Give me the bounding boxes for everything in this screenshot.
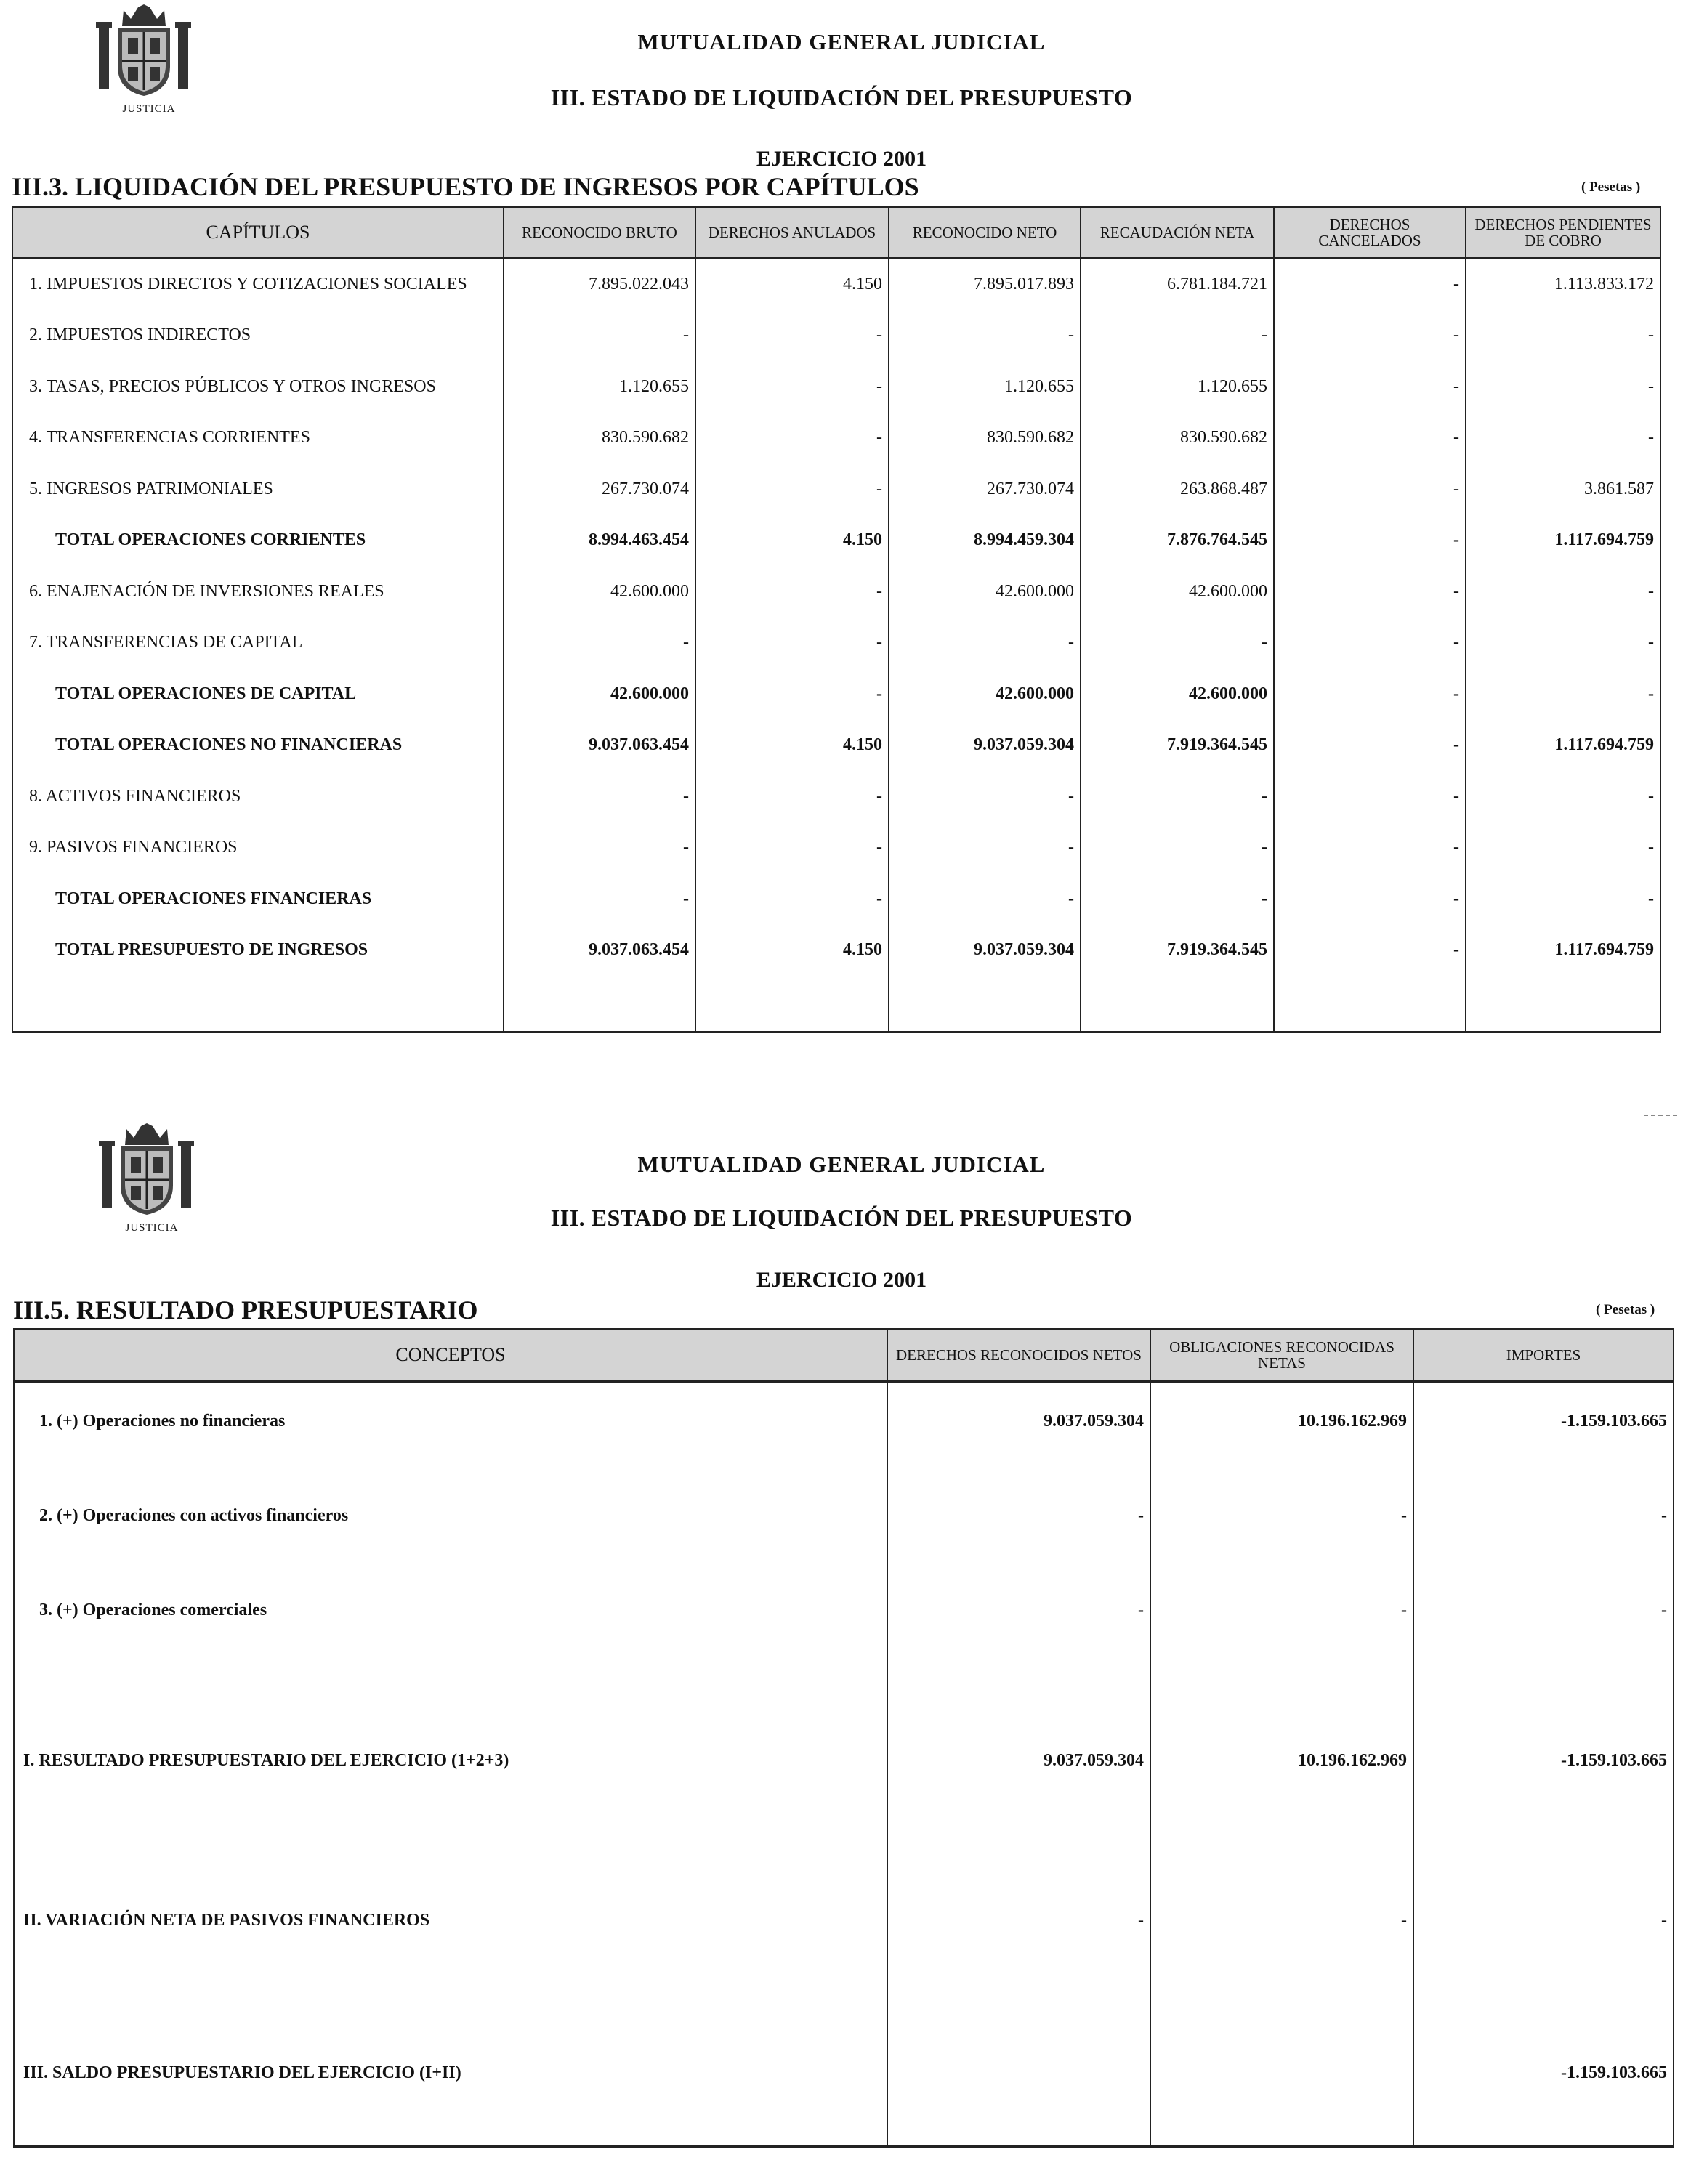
- empty-cell: [695, 976, 889, 1032]
- row-value: -: [1081, 310, 1274, 362]
- header-derechos-cancelados: DERECHOS CANCELADOS: [1274, 207, 1466, 258]
- row-value: 42.600.000: [504, 668, 695, 720]
- table-row: [12, 310, 1660, 362]
- row-value: 1.113.833.172: [1466, 258, 1660, 310]
- row-value: 267.730.074: [504, 464, 695, 515]
- row-value: -: [504, 822, 695, 874]
- empty-cell: [1274, 976, 1466, 1032]
- empty-cell: [1466, 976, 1660, 1032]
- table-row: [14, 1681, 1674, 1840]
- table-row: [12, 925, 1660, 976]
- header-pendientes-cobro: DERECHOS PENDIENTES DE COBRO: [1466, 207, 1660, 258]
- report-subtitle: III. ESTADO DE LIQUIDACIÓN DEL PRESUPUESTO: [550, 84, 1133, 110]
- table-row: [12, 258, 1660, 310]
- row-label: 5. INGRESOS PATRIMONIALES: [12, 464, 504, 515]
- row-value: -: [1150, 1586, 1413, 1681]
- row-value: -: [1466, 361, 1660, 413]
- row-value: -: [695, 464, 889, 515]
- row-value: -: [1466, 566, 1660, 618]
- row-label: 9. PASIVOS FINANCIEROS: [12, 822, 504, 874]
- row-label: 2. IMPUESTOS INDIRECTOS: [12, 310, 504, 362]
- row-value: -: [1466, 310, 1660, 362]
- row-value: -: [1274, 618, 1466, 669]
- row-value: 42.600.000: [889, 566, 1081, 618]
- header-conceptos: CONCEPTOS: [14, 1329, 887, 1382]
- row-value: 830.590.682: [504, 413, 695, 464]
- header-reconocido-bruto: RECONOCIDO BRUTO: [504, 207, 695, 258]
- empty-cell: [889, 976, 1081, 1032]
- row-value: 8.994.459.304: [889, 515, 1081, 567]
- row-value: 10.196.162.969: [1150, 1382, 1413, 1492]
- empty-cell: [1081, 976, 1274, 1032]
- row-value: 1.117.694.759: [1466, 515, 1660, 567]
- row-value: -1.159.103.665: [1413, 1681, 1674, 1840]
- row-value: 7.895.017.893: [889, 258, 1081, 310]
- row-label: TOTAL OPERACIONES DE CAPITAL: [12, 668, 504, 720]
- row-value: -: [1081, 771, 1274, 822]
- row-value: 9.037.063.454: [504, 720, 695, 772]
- header-derechos-reconocidos: DERECHOS RECONOCIDOS NETOS: [887, 1329, 1150, 1382]
- row-value: 7.895.022.043: [504, 258, 695, 310]
- report-subtitle: III. ESTADO DE LIQUIDACIÓN DEL PRESUPUESTO: [550, 1205, 1133, 1231]
- table-row: [14, 1840, 1674, 2000]
- row-value: -: [504, 873, 695, 925]
- row-value: -: [889, 771, 1081, 822]
- row-value: -: [889, 822, 1081, 874]
- row-value: -: [1081, 822, 1274, 874]
- row-label: III. SALDO PRESUPUESTARIO DEL EJERCICIO (I+II): [14, 2000, 887, 2147]
- empty-cell: [504, 976, 695, 1032]
- row-value: 9.037.059.304: [889, 925, 1081, 976]
- row-value: -: [1274, 925, 1466, 976]
- scan-mark: [1644, 1115, 1677, 1119]
- row-label: TOTAL OPERACIONES FINANCIERAS: [12, 873, 504, 925]
- row-value: 7.919.364.545: [1081, 720, 1274, 772]
- table-row: [12, 720, 1660, 772]
- header-reconocido-neto: RECONOCIDO NETO: [889, 207, 1081, 258]
- row-value: -: [1466, 771, 1660, 822]
- row-value: 8.994.463.454: [504, 515, 695, 567]
- row-value: 4.150: [695, 258, 889, 310]
- crest-label: JUSTICIA: [122, 103, 176, 115]
- row-label: TOTAL OPERACIONES CORRIENTES: [12, 515, 504, 567]
- row-value: -: [1274, 771, 1466, 822]
- row-value: 4.150: [695, 515, 889, 567]
- row-value: -: [887, 1840, 1150, 2000]
- row-label: II. VARIACIÓN NETA DE PASIVOS FINANCIEROS: [14, 1840, 887, 2000]
- row-label: 3. (+) Operaciones comerciales: [14, 1586, 887, 1681]
- row-value: 42.600.000: [1081, 668, 1274, 720]
- row-label: 4. TRANSFERENCIAS CORRIENTES: [12, 413, 504, 464]
- row-value: 42.600.000: [1081, 566, 1274, 618]
- row-value: -: [695, 822, 889, 874]
- row-value: -: [695, 873, 889, 925]
- row-value: -: [504, 771, 695, 822]
- row-value: 7.876.764.545: [1081, 515, 1274, 567]
- row-value: -: [504, 310, 695, 362]
- section-title: III.3. LIQUIDACIÓN DEL PRESUPUESTO DE INGRESOS POR CAPÍTULOS: [12, 172, 919, 201]
- organization-title: MUTUALIDAD GENERAL JUDICIAL: [637, 29, 1046, 54]
- row-value: 7.919.364.545: [1081, 925, 1274, 976]
- row-value: -: [1081, 873, 1274, 925]
- row-value: -: [695, 566, 889, 618]
- row-value: 267.730.074: [889, 464, 1081, 515]
- table-row: [12, 361, 1660, 413]
- table-row: [14, 1492, 1674, 1586]
- row-value: -: [504, 618, 695, 669]
- row-value: -: [1274, 822, 1466, 874]
- row-value: -: [1466, 618, 1660, 669]
- header-obligaciones-reconocidas: OBLIGACIONES RECONOCIDAS NETAS: [1150, 1329, 1413, 1382]
- income-budget-table: [12, 206, 1661, 1033]
- table-row: [12, 464, 1660, 515]
- row-label: TOTAL OPERACIONES NO FINANCIERAS: [12, 720, 504, 772]
- row-value: 830.590.682: [889, 413, 1081, 464]
- row-value: -: [889, 873, 1081, 925]
- row-label: 8. ACTIVOS FINANCIEROS: [12, 771, 504, 822]
- row-value: 9.037.063.454: [504, 925, 695, 976]
- row-value: -: [695, 413, 889, 464]
- table-row: [12, 618, 1660, 669]
- row-value: -: [1466, 822, 1660, 874]
- row-value: -: [1274, 413, 1466, 464]
- empty-cell: [12, 976, 504, 1032]
- budget-result-table: [13, 1328, 1674, 2148]
- row-value: 1.120.655: [504, 361, 695, 413]
- row-value: -: [1466, 413, 1660, 464]
- table-row: [12, 413, 1660, 464]
- row-value: -: [1413, 1586, 1674, 1681]
- row-value: 830.590.682: [1081, 413, 1274, 464]
- row-value: -: [1274, 566, 1466, 618]
- table-row: [14, 1586, 1674, 1681]
- row-value: -: [889, 310, 1081, 362]
- row-value: -: [1274, 258, 1466, 310]
- header-capitulos: CAPÍTULOS: [12, 207, 504, 258]
- row-value: -: [1274, 668, 1466, 720]
- row-value: -: [695, 618, 889, 669]
- table-filler-row: [12, 976, 1660, 1032]
- row-value: -: [1274, 464, 1466, 515]
- row-value: -: [1274, 873, 1466, 925]
- row-value: -1.159.103.665: [1413, 1382, 1674, 1492]
- row-value: -: [889, 618, 1081, 669]
- row-value: 4.150: [695, 720, 889, 772]
- row-value: -1.159.103.665: [1413, 2000, 1674, 2147]
- row-value: -: [695, 361, 889, 413]
- row-value: -: [1274, 310, 1466, 362]
- row-value: 1.117.694.759: [1466, 925, 1660, 976]
- row-value: 42.600.000: [504, 566, 695, 618]
- row-value: -: [1413, 1840, 1674, 2000]
- table-row: [12, 515, 1660, 567]
- table-row: [12, 566, 1660, 618]
- row-value: [887, 2000, 1150, 2147]
- crest-label: JUSTICIA: [125, 1222, 179, 1234]
- currency-unit: ( Pesetas ): [1596, 1302, 1655, 1317]
- table-header-row: [14, 1329, 1674, 1382]
- table-row: [12, 771, 1660, 822]
- row-label: 3. TASAS, PRECIOS PÚBLICOS Y OTROS INGRESOS: [12, 361, 504, 413]
- table-row: [14, 1382, 1674, 1492]
- header-importes: IMPORTES: [1413, 1329, 1674, 1382]
- row-value: 1.117.694.759: [1466, 720, 1660, 772]
- row-value: 3.861.587: [1466, 464, 1660, 515]
- row-value: [1150, 2000, 1413, 2147]
- row-value: 1.120.655: [889, 361, 1081, 413]
- row-value: -: [1150, 1840, 1413, 2000]
- row-value: -: [1274, 515, 1466, 567]
- row-label: 6. ENAJENACIÓN DE INVERSIONES REALES: [12, 566, 504, 618]
- header-recaudacion-neta: RECAUDACIÓN NETA: [1081, 207, 1274, 258]
- row-label: 1. (+) Operaciones no financieras: [14, 1382, 887, 1492]
- row-value: 9.037.059.304: [889, 720, 1081, 772]
- table-header-row: [12, 207, 1660, 258]
- organization-title: MUTUALIDAD GENERAL JUDICIAL: [637, 1152, 1046, 1177]
- row-value: -: [1081, 618, 1274, 669]
- row-value: -: [695, 668, 889, 720]
- fiscal-year: EJERCICIO 2001: [756, 1268, 927, 1292]
- row-value: -: [1274, 720, 1466, 772]
- row-value: -: [1274, 361, 1466, 413]
- row-value: -: [695, 310, 889, 362]
- section-title: III.5. RESULTADO PRESUPUESTARIO: [13, 1295, 478, 1324]
- table-row: [12, 873, 1660, 925]
- row-value: 10.196.162.969: [1150, 1681, 1413, 1840]
- row-value: -: [1150, 1492, 1413, 1586]
- table-row: [12, 822, 1660, 874]
- row-label: 7. TRANSFERENCIAS DE CAPITAL: [12, 618, 504, 669]
- row-value: 4.150: [695, 925, 889, 976]
- currency-unit: ( Pesetas ): [1581, 179, 1641, 195]
- row-value: 6.781.184.721: [1081, 258, 1274, 310]
- row-label: 1. IMPUESTOS DIRECTOS Y COTIZACIONES SOCIALES: [12, 258, 504, 310]
- row-label: 2. (+) Operaciones con activos financieros: [14, 1492, 887, 1586]
- table-row: [12, 668, 1660, 720]
- table-row: [14, 2000, 1674, 2147]
- row-label: TOTAL PRESUPUESTO DE INGRESOS: [12, 925, 504, 976]
- row-value: 42.600.000: [889, 668, 1081, 720]
- row-value: -: [887, 1492, 1150, 1586]
- row-value: -: [1413, 1492, 1674, 1586]
- row-value: 9.037.059.304: [887, 1681, 1150, 1840]
- row-value: -: [1466, 873, 1660, 925]
- row-value: 263.868.487: [1081, 464, 1274, 515]
- row-value: -: [887, 1586, 1150, 1681]
- row-value: -: [1466, 668, 1660, 720]
- row-value: 9.037.059.304: [887, 1382, 1150, 1492]
- row-label: I. RESULTADO PRESUPUESTARIO DEL EJERCICIO (1+2+3): [14, 1681, 887, 1840]
- header-derechos-anulados: DERECHOS ANULADOS: [695, 207, 889, 258]
- row-value: -: [695, 771, 889, 822]
- fiscal-year: EJERCICIO 2001: [756, 147, 927, 171]
- row-value: 1.120.655: [1081, 361, 1274, 413]
